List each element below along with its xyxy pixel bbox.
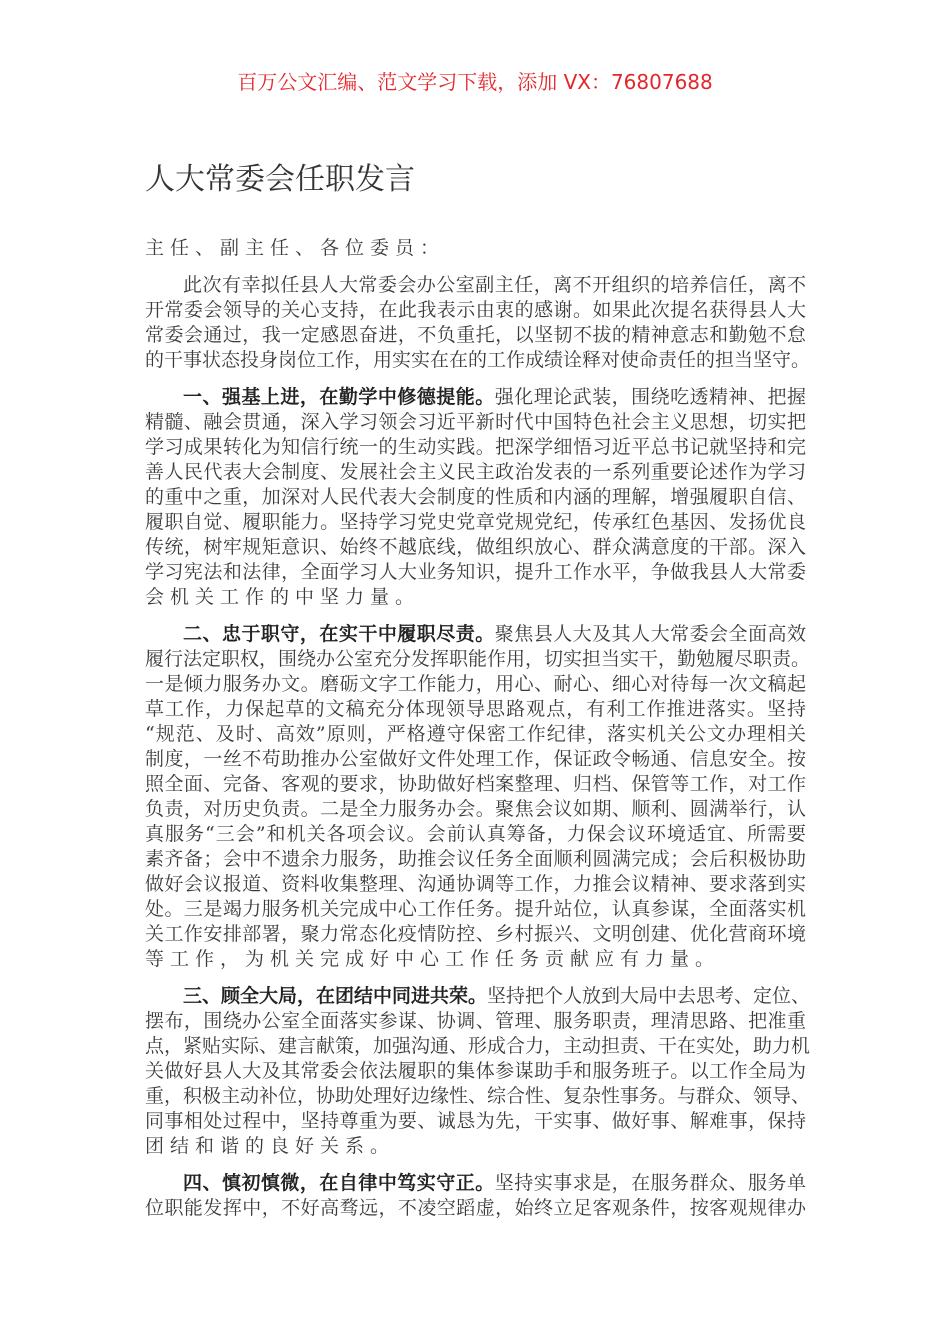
section-paragraph bbox=[145, 1171, 806, 1221]
text-line: 会机关工作的中坚力量。 bbox=[145, 586, 421, 608]
section-text: 强化理论武装，围绕吃透精神、把握 bbox=[494, 386, 806, 408]
text-line: 负责，对历史负责。二是全力服务办会。聚焦会议如期、顺利、圆满举行，认 bbox=[145, 798, 806, 820]
text-line: 等工作，为机关完成好中心工作任务贡献应有力量。 bbox=[145, 948, 721, 970]
text-line: 此次有幸拟任县人大常委会办公室副主任，离不开组织的培养信任，离不 bbox=[183, 274, 806, 296]
text-line: 同事相处过程中，坚持尊重为要、诚恳为先，干实事、做好事、解难事，保持 bbox=[145, 1110, 806, 1132]
text-line bbox=[145, 385, 806, 410]
text-line: 常委会通过，我一定感恩奋进，不负重托，以坚韧不拔的精神意志和勤勉不怠 bbox=[145, 324, 806, 346]
text-line: 学习成果转化为知信行统一的生动实践。把深学细悟习近平总书记就坚持和完 bbox=[145, 436, 806, 458]
document-body bbox=[145, 236, 811, 1233]
text-line: 关做好县人大及其常委会依法履职的集体参谋助手和服务班子。以工作全局为 bbox=[145, 1060, 806, 1082]
text-line: 一是倾力服务办文。磨砺文字工作能力，用心、耐心、细心对待每一次文稿起 bbox=[145, 673, 806, 695]
section-heading: 四、慎初慎微，在自律中笃实守正。 bbox=[183, 1172, 495, 1194]
text-line: 摆布，围绕办公室全面落实参谋、协调、管理、服务职责，理清思路、把准重 bbox=[145, 1010, 806, 1032]
section-heading: 三、顾全大局，在团结中同进共荣。 bbox=[183, 985, 488, 1007]
text-line: 团结和谐的良好关系。 bbox=[145, 1135, 396, 1157]
section-text: 坚持把个人放到大局中去思考、定位、 bbox=[487, 985, 811, 1007]
salutation: 主任、副主任、各位委员： bbox=[145, 237, 446, 259]
document-title: 人大常委会任职发言 bbox=[145, 162, 415, 197]
section-heading: 二、忠于职守，在实干中履职尽责。 bbox=[183, 623, 495, 645]
sections bbox=[145, 385, 811, 1221]
text-line: 履职自觉、履职能力。坚持学习党史党章党规党纪，传承红色基因、发扬优良 bbox=[145, 511, 806, 533]
text-line: 关工作安排部署，聚力常态化疫情防控、乡村振兴、文明创建、优化营商环境 bbox=[145, 923, 806, 945]
text-line: 善人民代表大会制度、发展社会主义民主政治发表的一系列重要论述作为学习 bbox=[145, 461, 806, 483]
text-line: “规范、及时、高效”原则，严格遵守保密工作纪律，落实机关公文办理相关 bbox=[145, 723, 806, 745]
section-paragraph bbox=[145, 385, 806, 610]
text-line: 素齐备；会中不遗余力服务，助推会议任务全面顺利圆满完成；会后积极协助 bbox=[145, 848, 806, 870]
text-line bbox=[145, 984, 811, 1009]
section-text: 聚焦县人大及其人大常委会全面高效 bbox=[494, 623, 806, 645]
text-line: 处。三是竭力服务机关完成中心工作任务。提升站位，认真参谋，全面落实机 bbox=[145, 898, 806, 920]
text-line: 开常委会领导的关心支持，在此我表示由衷的感谢。如果此次提名获得县人大 bbox=[145, 299, 806, 321]
text-line: 草工作，力保起草的文稿充分体现领导思路观点，有利工作推进落实。坚持 bbox=[145, 698, 806, 720]
section-paragraph bbox=[145, 622, 811, 972]
text-line: 制度，一丝不苟助推办公室做好文件处理工作，保证政令畅通、信息安全。按 bbox=[145, 748, 806, 770]
section-paragraph bbox=[145, 984, 811, 1159]
text-line: 真服务“三会”和机关各项会议。会前认真筹备，力保会议环境适宜、所需要 bbox=[145, 823, 806, 845]
text-line: 履行法定职权，围绕办公室充分发挥职能作用，切实担当实干，勤勉履尽职责。 bbox=[145, 648, 811, 670]
section-heading: 一、强基上进，在勤学中修德提能。 bbox=[183, 386, 495, 408]
intro-paragraph bbox=[145, 273, 811, 373]
text-line: 的干事状态投身岗位工作，用实实在在的工作成绩诠释对使命责任的担当坚守。 bbox=[145, 349, 811, 371]
text-line: 做好会议报道、资料收集整理、沟通协调等工作，力推会议精神、要求落到实 bbox=[145, 873, 806, 895]
text-line bbox=[145, 622, 806, 647]
text-line bbox=[145, 1171, 806, 1196]
section-text: 坚持实事求是，在服务群众、服务单 bbox=[494, 1172, 806, 1194]
watermark-banner: 百万公文汇编、范文学习下载，添加 VX：76807688 bbox=[237, 70, 713, 94]
text-line: 学习宪法和法律，全面学习人大业务知识，提升工作水平，争做我县人大常委 bbox=[145, 561, 806, 583]
text-line: 的重中之重，加深对人民代表大会制度的性质和内涵的理解，增强履职自信、 bbox=[145, 486, 806, 508]
text-line: 精髓、融会贯通，深入学习领会习近平新时代中国特色社会主义思想，切实把 bbox=[145, 411, 806, 433]
text-line: 点，紧贴实际、建言献策，加强沟通、形成合力，主动担责、干在实处，助力机 bbox=[145, 1035, 811, 1057]
text-line: 照全面、完备、客观的要求，协助做好档案整理、归档、保管等工作，对工作 bbox=[145, 773, 806, 795]
text-line: 重，积极主动补位，协助处理好边缘性、综合性、复杂性事务。与群众、领导、 bbox=[145, 1085, 811, 1107]
text-line: 位职能发挥中，不好高骛远，不凌空蹈虚，始终立足客观条件，按客观规律办 bbox=[145, 1197, 806, 1219]
text-line: 传统，树牢规矩意识、始终不越底线，做组织放心、群众满意度的干部。深入 bbox=[145, 536, 806, 558]
